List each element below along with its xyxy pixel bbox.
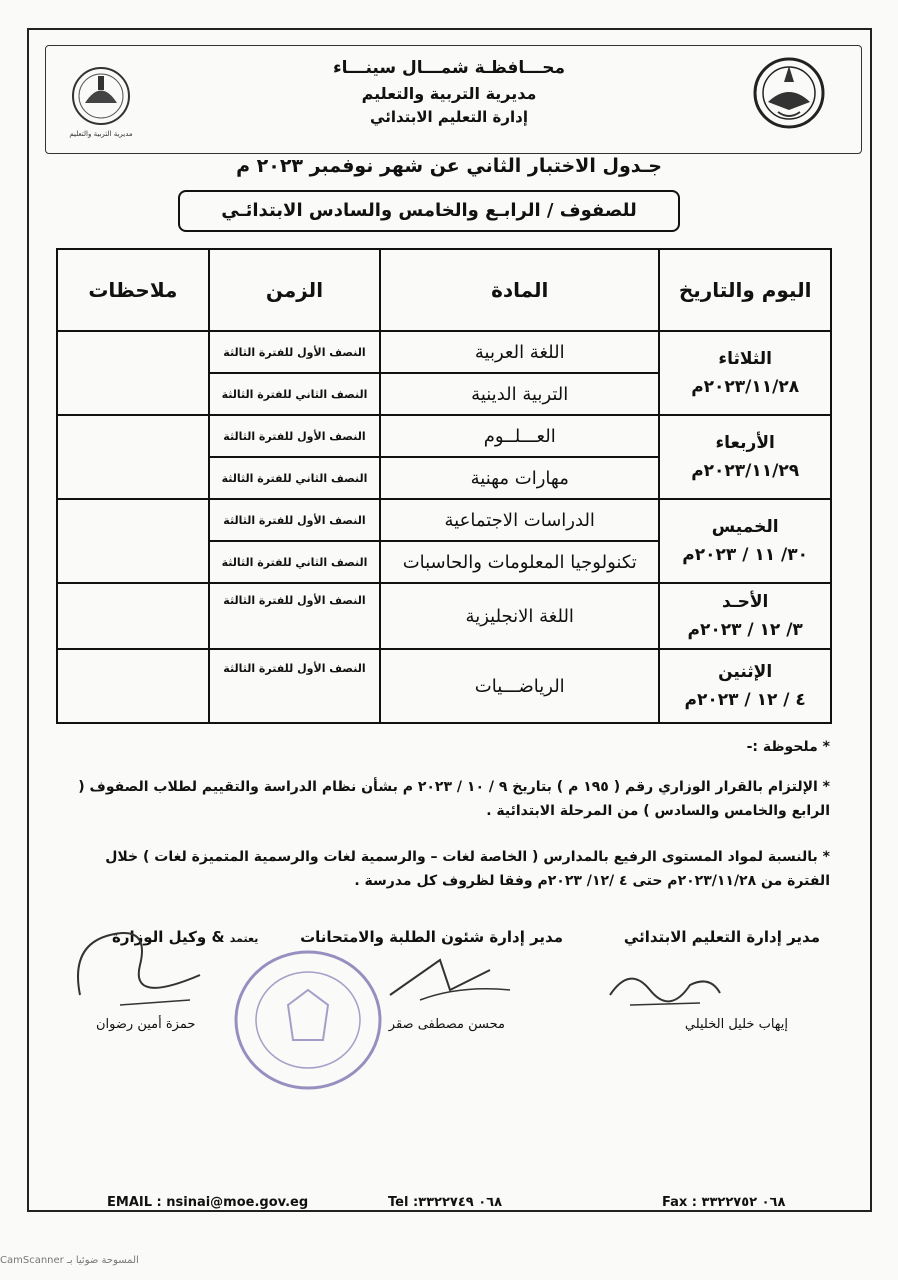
day-name: الأربعاء (715, 433, 775, 453)
date-value: ٢٠٢٣/١١/٢٨م (691, 377, 800, 397)
affairs-director-title: مدير إدارة شئون الطلبة والامتحانات (300, 928, 563, 946)
directorate-name: مديرية التربية والتعليم (361, 84, 537, 103)
affairs-director-signature (380, 950, 520, 1010)
subject-cell: العـــلــوم (380, 415, 659, 457)
notes-cell (57, 499, 209, 583)
notes-cell (57, 649, 209, 723)
table-row (57, 649, 831, 723)
undersecretary-name: حمزة أمين رضوان (96, 1017, 196, 1032)
header-time: الزمن (209, 249, 380, 331)
undersecretary-signature (60, 915, 220, 1015)
subject-cell: مهارات مهنية (380, 457, 659, 499)
governorate-name: محـــافظـة شمـــال سينـــاء (332, 58, 566, 78)
day-date-cell (659, 331, 831, 415)
table-row (57, 499, 831, 541)
department-name: إدارة التعليم الابتدائي (370, 108, 528, 126)
day-date-cell (659, 415, 831, 499)
schedule-title: جـدول الاختبار الثاني عن شهر نوفمبر ٢٠٢٣ م (236, 155, 662, 177)
date-value: ٢٠٢٣/١١/٢٩م (691, 461, 800, 481)
table-row (57, 583, 831, 649)
day-date-cell (659, 499, 831, 583)
day-name: الخميس (711, 517, 779, 537)
notes-cell (57, 415, 209, 499)
svg-text:مديرية التربية والتعليم: مديرية التربية والتعليم (69, 130, 133, 138)
official-stamp (228, 945, 388, 1095)
subject-cell: تكنولوجيا المعلومات والحاسبات (380, 541, 659, 583)
footer-tel: Tel :٠٦٨ ٣٣٢٢٧٤٩ (388, 1195, 503, 1210)
time-cell: النصف الثاني للفترة الثالثة (209, 541, 380, 583)
affairs-director-name: محسن مصطفى صقر (388, 1017, 505, 1032)
day-date-cell (659, 583, 831, 649)
undersecretary-label: & وكيل الوزارة (112, 928, 225, 946)
subject-cell: التربية الدينية (380, 373, 659, 415)
date-value: ٤ / ١٢ / ٢٠٢٣م (684, 690, 806, 710)
table-header-row (57, 249, 831, 331)
footer-fax: Fax : ٠٦٨ ٣٣٢٢٧٥٢ (662, 1195, 786, 1210)
time-cell: النصف الأول للفترة الثالثة (209, 499, 380, 541)
subject-cell: اللغة الانجليزية (380, 583, 659, 649)
time-cell: النصف الأول للفترة الثالثة (209, 331, 380, 373)
time-cell: النصف الأول للفترة الثالثة (209, 649, 380, 723)
time-cell: النصف الأول للفترة الثالثة (209, 583, 380, 649)
notes-heading: * ملحوظة :- (746, 739, 830, 755)
grades-subtitle: للصفوف / الرابـع والخامس والسادس الابتدائـي (178, 190, 680, 232)
note-language-schools: * بالنسبة لمواد المستوى الرفيع بالمدارس ( الخاصة لغات – والرسمية لغات والرسمية المتميزة لغات ) خلال الفترة من ٢٠٢٣/١١/٢٨م حتى ٤ /١٢/ ٢٠٢٣م وفقا لظروف كل مدرسة . (105, 849, 830, 889)
notes-cell (57, 583, 209, 649)
date-value: ٣/ ١٢ / ٢٠٢٣م (687, 620, 803, 640)
approve-label: يعتمد (229, 932, 259, 945)
exam-schedule-table (56, 248, 832, 724)
camscanner-watermark: CamScanner المسوحة ضوئيا بـ (0, 1255, 139, 1266)
day-name: الأحـد (721, 592, 769, 612)
primary-director-name: إيهاب خليل الخليلي (684, 1017, 788, 1032)
date-value: ٣٠/ ١١ / ٢٠٢٣م (682, 545, 808, 565)
time-cell: النصف الثاني للفترة الثالثة (209, 457, 380, 499)
subject-cell: اللغة العربية (380, 331, 659, 373)
header-day-date: اليوم والتاريخ (659, 249, 831, 331)
subject-cell: الرياضـــيات (380, 649, 659, 723)
note-decree: * الإلتزام بالقرار الوزاري رقم ( ١٩٥ م ) بتاريخ ٩ / ١٠ / ٢٠٢٣ م بشأن نظام الدراسة والتقييم لطلاب الصفوف ( الرابع والخامس والسادس ) من المرحلة الابتدائية . (78, 779, 830, 819)
footer-email: EMAIL : nsinai@moe.gov.eg (107, 1195, 309, 1210)
day-name: الإثنين (718, 662, 773, 682)
day-date-cell (659, 649, 831, 723)
time-cell: النصف الأول للفترة الثالثة (209, 415, 380, 457)
header-subject: المادة (380, 249, 659, 331)
subject-cell: الدراسات الاجتماعية (380, 499, 659, 541)
primary-director-title: مدير إدارة التعليم الابتدائي (623, 928, 820, 946)
notes-cell (57, 331, 209, 415)
time-cell: النصف الثاني للفترة الثالثة (209, 373, 380, 415)
day-name: الثلاثاء (718, 349, 772, 369)
table-row (57, 331, 831, 373)
header-notes: ملاحظات (57, 249, 209, 331)
primary-director-signature (600, 955, 730, 1015)
table-row (57, 415, 831, 457)
